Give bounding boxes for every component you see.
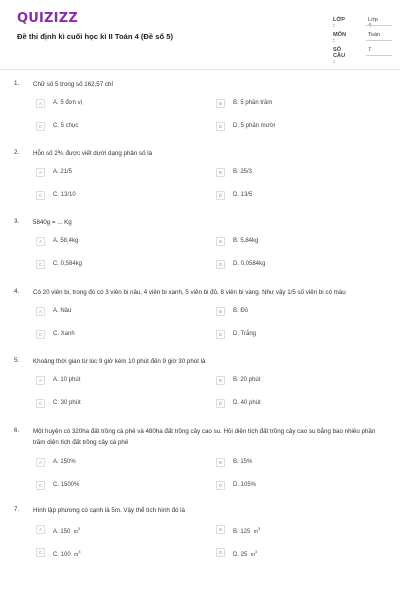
option-text [233, 459, 252, 465]
option-value: A. 5 đơn vị [53, 99, 82, 106]
option-text [233, 308, 248, 314]
question-text: Có 20 viên bi, trong đó có 3 viên bi nâu, 4 viên bi xanh, 5 viên bi đỏ, 8 viên bi vàng. Như vậy 1/5 số viên bi có màu [33, 289, 346, 296]
option-value: B. 125 [233, 528, 251, 535]
option-unit-power: 3 [257, 525, 261, 531]
question-text: 5840g = ... Kg [33, 219, 72, 226]
option-text [233, 400, 261, 406]
option-letter-box: B [216, 237, 225, 246]
option-value: C. Xanh [53, 330, 75, 337]
option-value: D. 5 phần mười [233, 122, 275, 129]
header [0, 0, 400, 64]
option-letter-box: B [216, 376, 225, 385]
question-text: Khoảng thời gian từ lúc 9 giờ kém 10 phút đến 9 giờ 30 phút là [33, 358, 206, 365]
quizizz-logo: QUIZIZZ [17, 11, 78, 26]
option-text [233, 123, 275, 129]
question-number: 2. [14, 149, 20, 156]
option-letter-box: C [36, 122, 45, 131]
option-value: A. 150% [53, 458, 76, 465]
meta-label: SỐ CÂU : [333, 47, 346, 65]
question-text: Một huyện có 320ha đất trồng cà phê và 480ha đất trồng cây cao su. Hỏi diện tích đất trồng cây cao su bằng bao nhiêu phần trăm diện tích đất trồng cây cà phê [33, 428, 376, 446]
question-number: 4. [14, 288, 20, 295]
question-number: 6. [14, 427, 20, 434]
option-text [53, 192, 76, 198]
question-number: 7. [14, 506, 20, 513]
page-title: Đề thi định kì cuối học kì II Toán 4 (Đề số 5) [17, 32, 173, 41]
option-letter-box: A [36, 376, 45, 385]
option-value: C. 30 phút [53, 399, 81, 406]
option-value: B. 5 phần trăm [233, 99, 273, 106]
option-letter-box: D [216, 548, 225, 557]
option-unit: m [73, 528, 78, 535]
option-letter-box: A [36, 525, 45, 534]
option-text [233, 526, 260, 535]
option-text [53, 331, 75, 337]
option-value: C. 100 [53, 551, 71, 558]
option-letter-box: C [36, 260, 45, 269]
option-letter-box: A [36, 458, 45, 467]
meta-underline [366, 25, 392, 26]
option-value: A. 10 phút [53, 376, 81, 383]
option-text [233, 192, 252, 198]
option-letter-box: C [36, 548, 45, 557]
option-letter-box: C [36, 191, 45, 200]
option-value: A. 21/5 [53, 168, 73, 175]
option-value: D. Trắng [233, 330, 257, 337]
question-text: Chữ số 5 trong số 162,57 chỉ [33, 81, 113, 88]
option-letter-box: C [36, 330, 45, 339]
header-divider [0, 69, 400, 70]
question-text: Hỗn số 2⅗ được viết dưới dạng phân số là [33, 150, 153, 157]
option-unit: m [250, 551, 255, 558]
option-unit-power: 3 [254, 548, 258, 554]
option-letter-box: B [216, 307, 225, 316]
option-text [233, 549, 257, 558]
option-value: C. 0,584kg [53, 260, 83, 267]
option-unit: m [253, 528, 258, 535]
option-letter-box: A [36, 307, 45, 316]
option-text [53, 377, 80, 383]
option-text [233, 261, 265, 267]
option-letter-box: D [216, 260, 225, 269]
option-text [53, 308, 71, 314]
option-unit-power: 3 [77, 525, 81, 531]
option-text [53, 238, 78, 244]
meta-underline [366, 40, 392, 41]
option-value: D. 40 phút [233, 399, 261, 406]
meta-value: 7 [368, 47, 372, 53]
option-text [53, 549, 80, 558]
option-text [233, 331, 256, 337]
option-text [233, 100, 272, 106]
option-letter-box: D [216, 191, 225, 200]
option-value: D. 13/5 [233, 191, 253, 198]
option-letter-box: C [36, 399, 45, 408]
option-text [53, 400, 81, 406]
option-value: D. 25 [233, 551, 248, 558]
option-letter-box: A [36, 99, 45, 108]
option-letter-box: A [36, 237, 45, 246]
option-value: C. 13/10 [53, 191, 76, 198]
option-unit: m [74, 551, 79, 558]
option-text [233, 377, 260, 383]
option-letter-box: A [36, 168, 45, 177]
option-letter-box: D [216, 399, 225, 408]
option-value: D. 105% [233, 481, 257, 488]
option-letter-box: B [216, 525, 225, 534]
option-value: C. 5 chục [53, 122, 79, 129]
option-value: C. 1500% [53, 481, 80, 488]
option-unit-power: 3 [78, 548, 81, 554]
question-number: 1. [14, 80, 20, 87]
meta-value: Lớp 4 [368, 17, 378, 29]
option-letter-box: B [216, 99, 225, 108]
question-number: 5. [14, 357, 20, 364]
option-value: B. 25/3 [233, 168, 253, 175]
option-text [53, 169, 72, 175]
option-letter-box: B [216, 168, 225, 177]
question-text: Hình lập phương có cạnh là 5m. Vậy thể tích hình đó là [33, 507, 185, 514]
option-text [53, 261, 82, 267]
option-value: A. 58,4kg [53, 237, 79, 244]
option-text [53, 526, 80, 535]
meta-underline [366, 55, 392, 56]
option-letter-box: D [216, 122, 225, 131]
option-text [233, 169, 252, 175]
option-letter-box: D [216, 330, 225, 339]
question-number: 3. [14, 218, 20, 225]
option-text [233, 238, 258, 244]
option-text [53, 100, 82, 106]
meta-value: Toán [368, 32, 381, 38]
option-value: B. 15% [233, 458, 253, 465]
option-letter-box: D [216, 481, 225, 490]
option-letter-box: C [36, 481, 45, 490]
option-value: D. 0,0584kg [233, 260, 266, 267]
meta-label: LỚP : [333, 17, 345, 29]
option-text [53, 482, 79, 488]
meta-label: MÔN : [333, 32, 347, 44]
option-text [53, 123, 78, 129]
option-value: A. Nâu [53, 307, 72, 314]
option-value: B. Đỏ [233, 307, 249, 314]
option-text [53, 459, 76, 465]
option-value: B. 5,84kg [233, 237, 259, 244]
option-letter-box: B [216, 458, 225, 467]
option-value: B. 20 phút [233, 376, 261, 383]
option-value: A. 150 [53, 528, 71, 535]
option-text [233, 482, 256, 488]
